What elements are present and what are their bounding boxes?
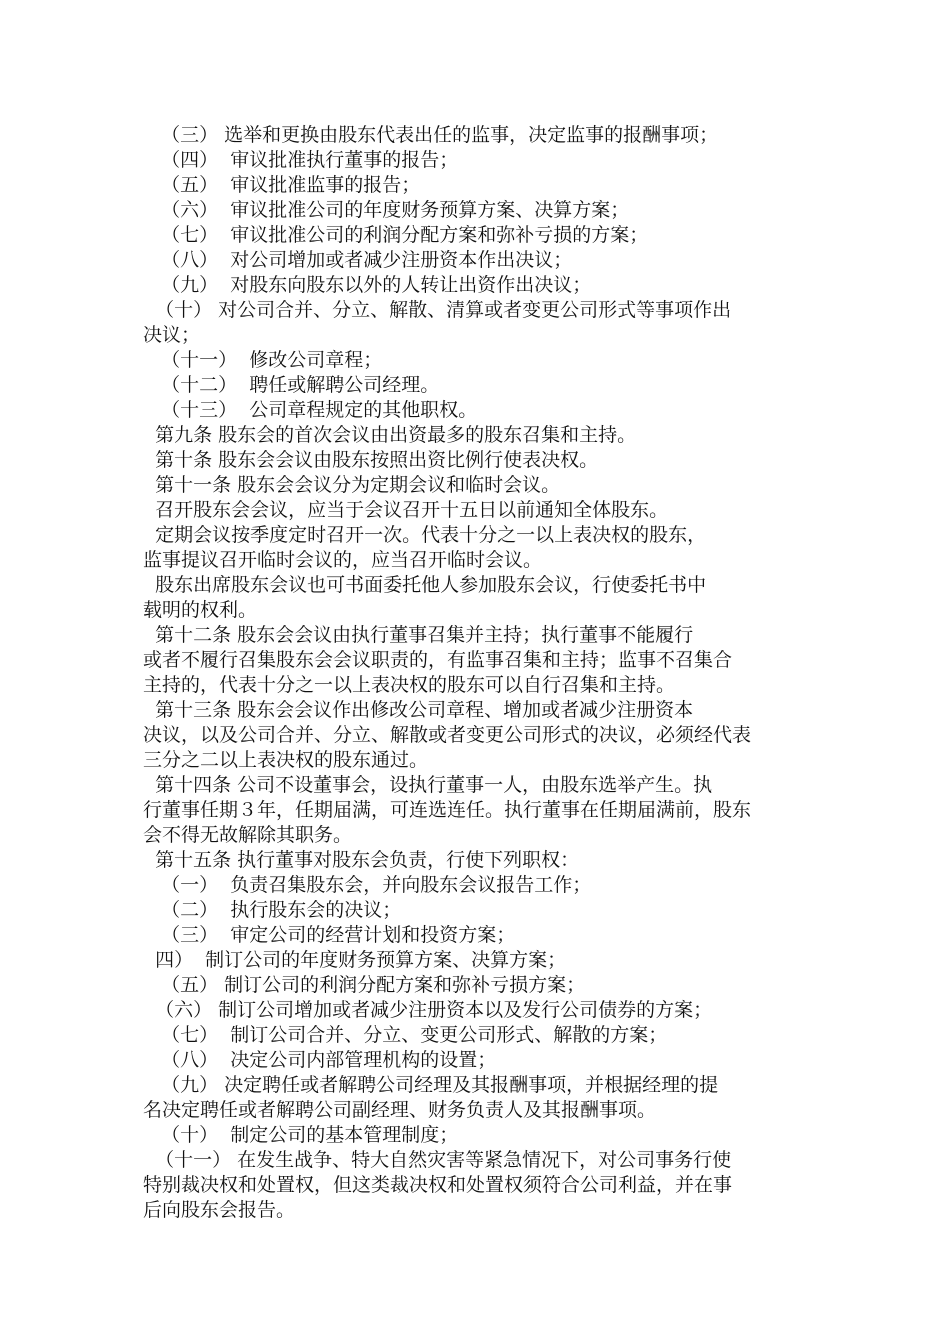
document-line: 召开股东会会议，应当于会议召开十五日以前通知全体股东。 — [143, 499, 669, 521]
document-line: （十） 对公司合并、分立、解散、清算或者变更公司形式等事项作出 — [143, 299, 732, 321]
document-line: 定期会议按季度定时召开一次。代表十分之一以上表决权的股东， — [143, 524, 707, 546]
document-line: 股东出席股东会议也可书面委托他人参加股东会议，行使委托书中 — [143, 574, 707, 596]
document-line: 第十一条 股东会会议分为定期会议和临时会议。 — [143, 474, 561, 496]
document-line: 第十三条 股东会会议作出修改公司章程、增加或者减少注册资本 — [143, 699, 694, 721]
document-line: （九） 决定聘任或者解聘公司经理及其报酬事项，并根据经理的提 — [143, 1074, 719, 1096]
document-line: （五） 制订公司的利润分配方案和弥补亏损方案； — [143, 974, 586, 996]
document-line: 三分之二以上表决权的股东通过。 — [143, 749, 429, 771]
document-line: （七） 审议批准公司的利润分配方案和弥补亏损的方案； — [143, 224, 649, 246]
document-line: （二） 执行股东会的决议； — [143, 899, 402, 921]
document-line: 行董事任期３年，任期届满，可连选连任。执行董事在任期届满前，股东 — [143, 799, 752, 821]
document-line: （八） 对公司增加或者减少注册资本作出决议； — [143, 249, 573, 271]
document-line: 决议，以及公司合并、分立、解散或者变更公司形式的决议，必须经代表 — [143, 724, 752, 746]
document-line: 第十二条 股东会会议由执行董事召集并主持；执行董事不能履行 — [143, 624, 694, 646]
document-line: 会不得无故解除其职务。 — [143, 824, 353, 846]
document-line: （七） 制订公司合并、分立、变更公司形式、解散的方案； — [143, 1024, 668, 1046]
document-line: （五） 审议批准监事的报告； — [143, 174, 421, 196]
document-line: 四） 制订公司的年度财务预算方案、决算方案； — [143, 949, 567, 971]
document-line: （九） 对股东向股东以外的人转让出资作出决议； — [143, 274, 592, 296]
document-line: 名决定聘任或者解聘公司副经理、财务负责人及其报酬事项。 — [143, 1099, 657, 1121]
document-line: （六） 制订公司增加或者减少注册资本以及发行公司债券的方案； — [143, 999, 713, 1021]
document-line: 主持的，代表十分之一以上表决权的股东可以自行召集和主持。 — [143, 674, 676, 696]
document-line: （一） 负责召集股东会，并向股东会议报告工作； — [143, 874, 592, 896]
document-body — [143, 123, 811, 1223]
document-line: （十一） 修改公司章程； — [143, 349, 383, 371]
document-line: 第十五条 执行董事对股东会负责，行使下列职权： — [143, 849, 580, 871]
document-line: 第十四条 公司不设董事会，设执行董事一人，由股东选举产生。执 — [143, 774, 713, 796]
document-line: （十三） 公司章程规定的其他职权。 — [143, 399, 478, 421]
document-line: （三） 审定公司的经营计划和投资方案； — [143, 924, 516, 946]
document-line: （六） 审议批准公司的年度财务预算方案、决算方案； — [143, 199, 630, 221]
document-line: 或者不履行召集股东会会议职责的，有监事召集和主持；监事不召集合 — [143, 649, 733, 671]
document-line: 第九条 股东会的首次会议由出资最多的股东召集和主持。 — [143, 424, 637, 446]
document-line: （四） 审议批准执行董事的报告； — [143, 149, 459, 171]
document-line: 监事提议召开临时会议的，应当召开临时会议。 — [143, 549, 543, 571]
document-line: （十一） 在发生战争、特大自然灾害等紧急情况下，对公司事务行使 — [143, 1149, 732, 1171]
document-line: 载明的权利。 — [143, 599, 258, 621]
document-line: （十） 制定公司的基本管理制度； — [143, 1124, 459, 1146]
document-line: 第十条 股东会会议由股东按照出资比例行使表决权。 — [143, 449, 599, 471]
document-line: （十二） 聘任或解聘公司经理。 — [143, 374, 440, 396]
document-line: （三） 选举和更换由股东代表出任的监事，决定监事的报酬事项； — [143, 124, 719, 146]
document-line: （八） 决定公司内部管理机构的设置； — [143, 1049, 497, 1071]
document-line: 决议； — [143, 324, 201, 346]
document-line: 特别裁决权和处置权，但这类裁决权和处置权须符合公司利益，并在事 — [143, 1174, 733, 1196]
document-line: 后向股东会报告。 — [143, 1199, 296, 1221]
